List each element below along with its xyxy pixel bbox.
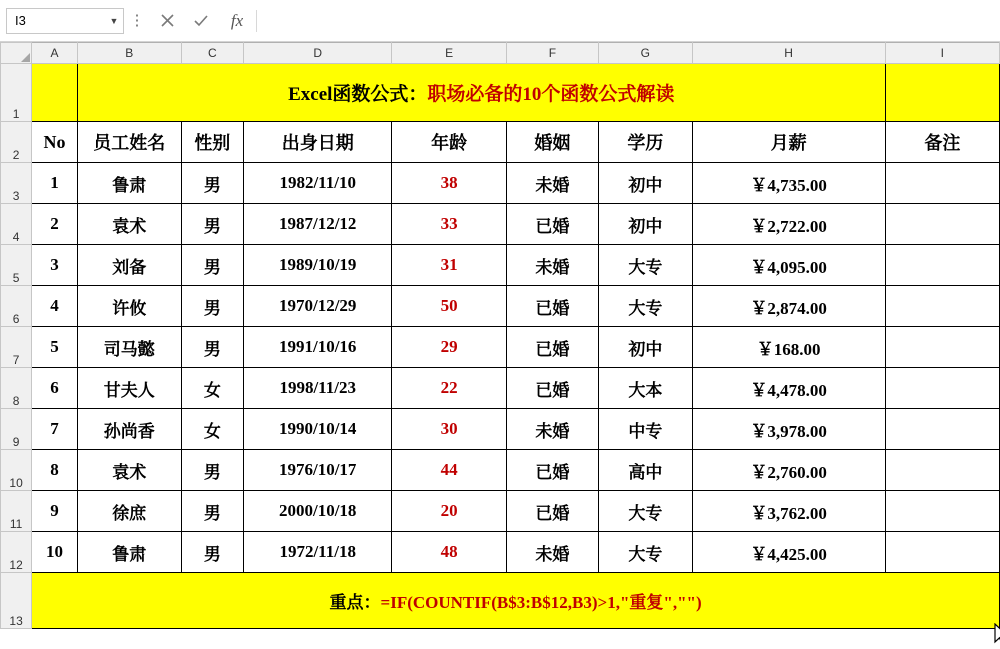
cell-remark[interactable] (885, 163, 999, 204)
row-header-5[interactable]: 5 (1, 245, 32, 286)
cell-age[interactable]: 48 (392, 532, 506, 573)
cell-name[interactable]: 袁术 (77, 450, 181, 491)
header-no[interactable]: No (32, 122, 78, 163)
cell-education[interactable]: 初中 (599, 327, 692, 368)
cell-remark[interactable] (885, 368, 999, 409)
cell-marriage[interactable]: 已婚 (506, 450, 598, 491)
formula-bar (0, 0, 1000, 42)
table-row (1, 573, 1000, 629)
cell-birth[interactable]: 1991/10/16 (243, 327, 392, 368)
column-header-row (1, 43, 1000, 64)
cell-age[interactable]: 31 (392, 245, 506, 286)
cell-age[interactable]: 30 (392, 409, 506, 450)
table-row (1, 450, 1000, 491)
cell-no[interactable]: 6 (32, 368, 78, 409)
row-header-3[interactable]: 3 (1, 163, 32, 204)
cell-birth[interactable]: 1972/11/18 (243, 532, 392, 573)
cell-birth[interactable]: 1989/10/19 (243, 245, 392, 286)
table-row (1, 368, 1000, 409)
cell-remark[interactable] (885, 409, 999, 450)
cancel-icon[interactable] (150, 6, 184, 36)
cell-birth[interactable]: 1987/12/12 (243, 204, 392, 245)
row-header-6[interactable]: 6 (1, 286, 32, 327)
cell-marriage[interactable]: 未婚 (506, 409, 598, 450)
cell-gender[interactable]: 女 (181, 409, 243, 450)
cell-birth[interactable]: 1976/10/17 (243, 450, 392, 491)
cell-name[interactable]: 刘备 (77, 245, 181, 286)
cell-marriage[interactable]: 已婚 (506, 204, 598, 245)
column-header-a[interactable]: A (32, 43, 78, 64)
row-header-13[interactable]: 13 (1, 573, 32, 629)
cell-name[interactable]: 甘夫人 (77, 368, 181, 409)
footer-label: 重点： (329, 593, 381, 612)
cell-name[interactable]: 袁术 (77, 204, 181, 245)
title-banner[interactable] (77, 64, 885, 122)
cell-no[interactable]: 8 (32, 450, 78, 491)
row-header-12[interactable]: 12 (1, 532, 32, 573)
cell-age[interactable]: 38 (392, 163, 506, 204)
cell-gender[interactable]: 女 (181, 368, 243, 409)
cell-education[interactable]: 中专 (599, 409, 692, 450)
column-header-e[interactable]: E (392, 43, 506, 64)
cell-marriage[interactable]: 未婚 (506, 245, 598, 286)
cell-no[interactable]: 10 (32, 532, 78, 573)
cell-education[interactable]: 大专 (599, 491, 692, 532)
insert-function-icon[interactable]: fx (230, 10, 244, 30)
header-education[interactable]: 学历 (599, 122, 692, 163)
cell-salary[interactable]: ￥2,874.00 (692, 286, 885, 327)
cell-marriage[interactable]: 未婚 (506, 532, 598, 573)
cell-age[interactable]: 20 (392, 491, 506, 532)
row-header-1[interactable]: 1 (1, 64, 32, 122)
cell-birth[interactable]: 1998/11/23 (243, 368, 392, 409)
row-header-9[interactable]: 9 (1, 409, 32, 450)
cell-no[interactable]: 4 (32, 286, 78, 327)
spreadsheet-grid[interactable] (0, 42, 1000, 629)
header-birth[interactable]: 出身日期 (243, 122, 392, 163)
cell-gender[interactable]: 男 (181, 491, 243, 532)
cell-marriage[interactable]: 已婚 (506, 327, 598, 368)
cell-age[interactable]: 44 (392, 450, 506, 491)
table-header-row (1, 122, 1000, 163)
header-name[interactable]: 员工姓名 (77, 122, 181, 163)
cell-gender[interactable]: 男 (181, 204, 243, 245)
cell-birth[interactable]: 1982/11/10 (243, 163, 392, 204)
table-row (1, 491, 1000, 532)
cell-salary[interactable]: ￥4,095.00 (692, 245, 885, 286)
column-header-f[interactable]: F (506, 43, 598, 64)
formula-input[interactable] (257, 8, 1000, 34)
cell-age[interactable]: 29 (392, 327, 506, 368)
cell-a1[interactable] (32, 64, 78, 122)
select-all-corner[interactable] (1, 43, 32, 64)
cell-remark[interactable] (885, 450, 999, 491)
table-row (1, 163, 1000, 204)
cell-education[interactable]: 大本 (599, 368, 692, 409)
cell-marriage[interactable]: 已婚 (506, 491, 598, 532)
row-header-2[interactable]: 2 (1, 122, 32, 163)
cell-gender[interactable]: 男 (181, 327, 243, 368)
cell-remark[interactable] (885, 245, 999, 286)
name-box[interactable] (6, 8, 124, 34)
table-row (1, 532, 1000, 573)
cell-birth[interactable]: 2000/10/18 (243, 491, 392, 532)
cell-marriage[interactable]: 已婚 (506, 368, 598, 409)
header-gender[interactable]: 性别 (181, 122, 243, 163)
table-row (1, 64, 1000, 122)
cell-name[interactable]: 司马懿 (77, 327, 181, 368)
cell-age[interactable]: 50 (392, 286, 506, 327)
header-remark[interactable]: 备注 (885, 122, 999, 163)
more-options-icon[interactable]: ⋮ (129, 12, 145, 29)
column-header-h[interactable]: H (692, 43, 885, 64)
grid-table (0, 42, 1000, 629)
cell-name[interactable]: 鲁肃 (77, 163, 181, 204)
cell-no[interactable]: 9 (32, 491, 78, 532)
title-suffix: 职场必备的10个函数公式解读 (427, 84, 675, 105)
cell-gender[interactable]: 男 (181, 450, 243, 491)
cell-education[interactable]: 大专 (599, 532, 692, 573)
column-header-d[interactable]: D (243, 43, 392, 64)
row-header-8[interactable]: 8 (1, 368, 32, 409)
footer-formula-banner[interactable] (32, 573, 1000, 629)
cell-name[interactable]: 许攸 (77, 286, 181, 327)
cell-birth[interactable]: 1990/10/14 (243, 409, 392, 450)
row-header-4[interactable]: 4 (1, 204, 32, 245)
cell-marriage[interactable]: 已婚 (506, 286, 598, 327)
cell-salary[interactable]: ￥3,762.00 (692, 491, 885, 532)
cell-gender[interactable]: 男 (181, 286, 243, 327)
cell-education[interactable]: 高中 (599, 450, 692, 491)
cell-salary[interactable]: ￥2,722.00 (692, 204, 885, 245)
table-row (1, 204, 1000, 245)
cell-no[interactable]: 5 (32, 327, 78, 368)
cell-name[interactable]: 徐庶 (77, 491, 181, 532)
header-salary[interactable]: 月薪 (692, 122, 885, 163)
header-marriage[interactable]: 婚姻 (506, 122, 598, 163)
cell-i1[interactable] (885, 64, 999, 122)
column-header-i[interactable]: I (885, 43, 999, 64)
cell-remark[interactable] (885, 204, 999, 245)
cell-salary[interactable]: ￥4,735.00 (692, 163, 885, 204)
column-header-c[interactable]: C (181, 43, 243, 64)
table-row (1, 286, 1000, 327)
cell-age[interactable]: 22 (392, 368, 506, 409)
table-row (1, 327, 1000, 368)
cell-education[interactable]: 初中 (599, 163, 692, 204)
cell-birth[interactable]: 1970/12/29 (243, 286, 392, 327)
cell-gender[interactable]: 男 (181, 532, 243, 573)
column-header-b[interactable]: B (77, 43, 181, 64)
table-row (1, 245, 1000, 286)
name-box-value: I3 (15, 13, 26, 28)
cell-no[interactable]: 1 (32, 163, 78, 204)
cell-no[interactable]: 3 (32, 245, 78, 286)
cell-remark[interactable] (885, 491, 999, 532)
row-header-10[interactable]: 10 (1, 450, 32, 491)
cell-name[interactable]: 孙尚香 (77, 409, 181, 450)
cell-education[interactable]: 大专 (599, 245, 692, 286)
cell-gender[interactable]: 男 (181, 163, 243, 204)
row-header-11[interactable]: 11 (1, 491, 32, 532)
cell-gender[interactable]: 男 (181, 245, 243, 286)
cell-salary[interactable]: ￥2,760.00 (692, 450, 885, 491)
cell-no[interactable]: 2 (32, 204, 78, 245)
cell-remark[interactable] (885, 532, 999, 573)
header-age[interactable]: 年龄 (392, 122, 506, 163)
title-prefix: Excel函数公式： (288, 84, 428, 105)
row-header-7[interactable]: 7 (1, 327, 32, 368)
cell-salary[interactable]: ￥168.00 (692, 327, 885, 368)
confirm-icon[interactable] (184, 6, 218, 36)
cell-marriage[interactable]: 未婚 (506, 163, 598, 204)
column-header-g[interactable]: G (599, 43, 692, 64)
cell-no[interactable]: 7 (32, 409, 78, 450)
chevron-down-icon[interactable]: ▼ (109, 15, 119, 26)
table-row (1, 409, 1000, 450)
footer-formula: =IF(COUNTIF(B$3:B$12,B3)>1,"重复","") (380, 593, 702, 612)
cell-education[interactable]: 大专 (599, 286, 692, 327)
cell-remark[interactable] (885, 327, 999, 368)
cell-remark[interactable] (885, 286, 999, 327)
cell-salary[interactable]: ￥4,478.00 (692, 368, 885, 409)
cell-age[interactable]: 33 (392, 204, 506, 245)
cell-education[interactable]: 初中 (599, 204, 692, 245)
cell-salary[interactable]: ￥3,978.00 (692, 409, 885, 450)
cell-name[interactable]: 鲁肃 (77, 532, 181, 573)
cell-salary[interactable]: ￥4,425.00 (692, 532, 885, 573)
